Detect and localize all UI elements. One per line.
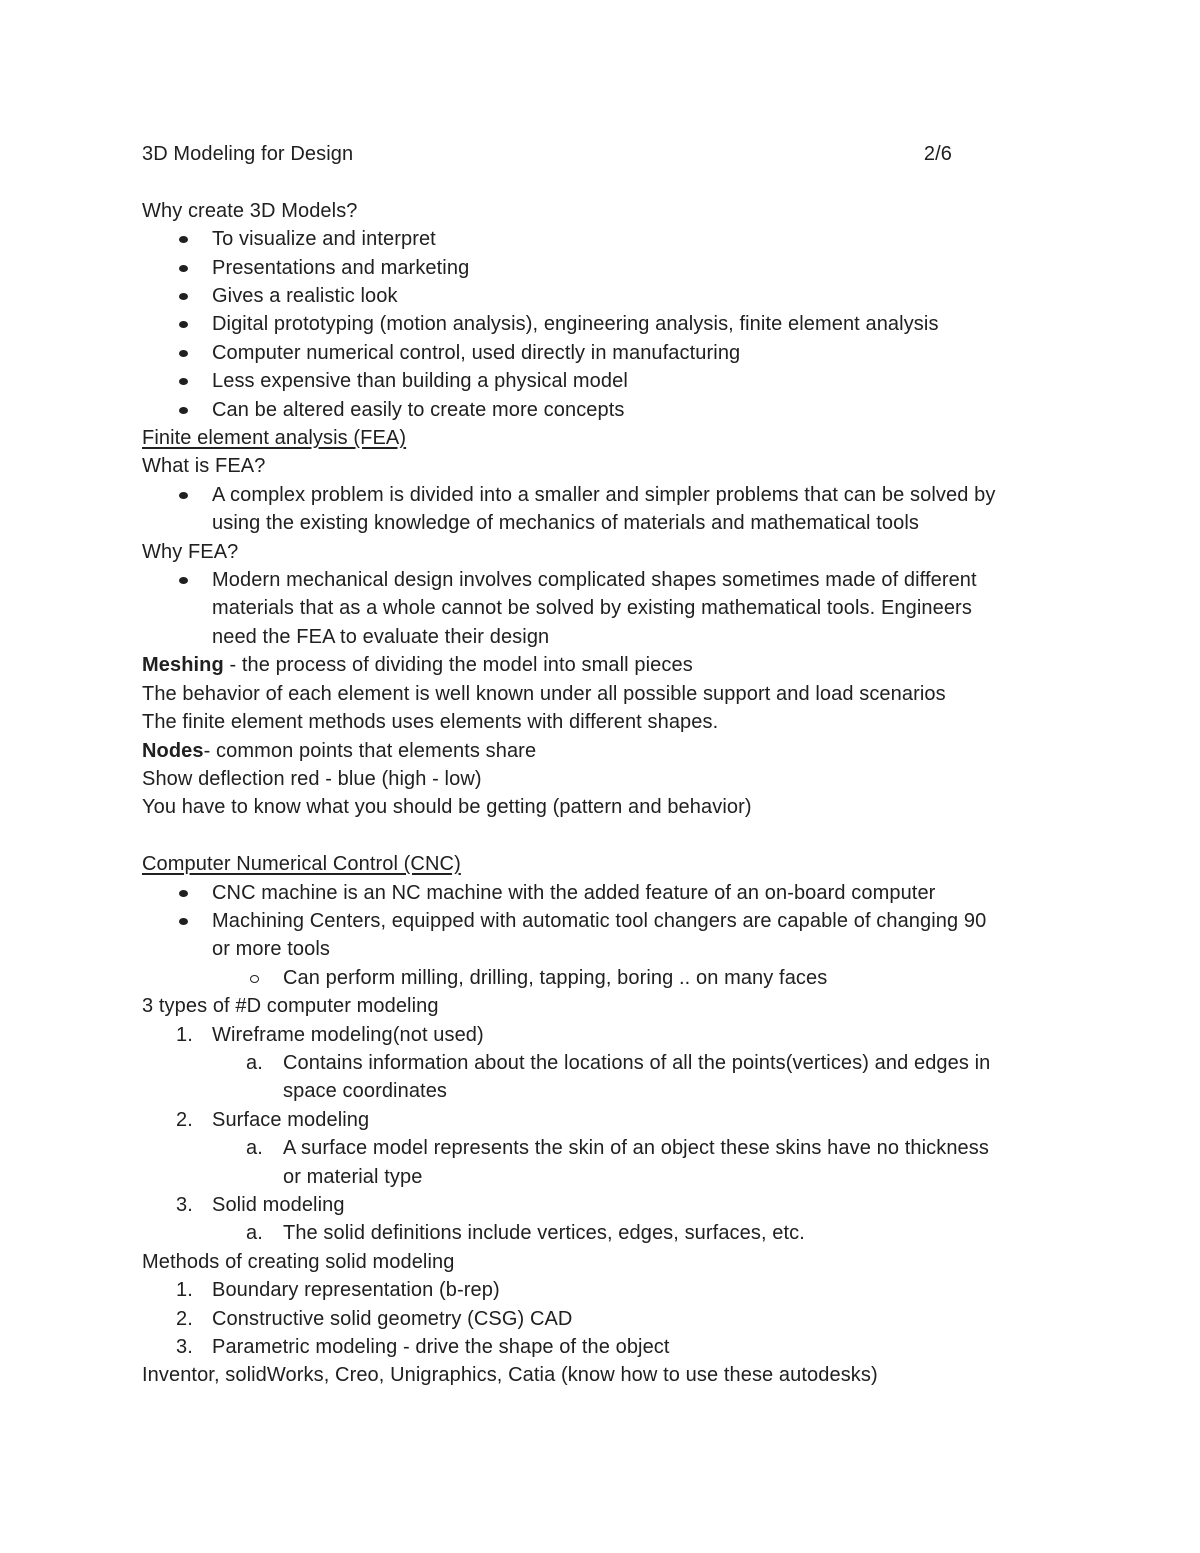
document-date: 2/6: [923, 143, 952, 165]
list-item: 2. Surface modeling: [176, 1108, 370, 1131]
document-title: 3D Modeling for Design: [142, 143, 354, 165]
sub-list-item: Can perform milling, drilling, tapping, boring .. on many faces: [142, 964, 1062, 992]
spacer: [142, 168, 1062, 196]
bullet-icon: [179, 407, 188, 414]
behavior-line: The behavior of each element is well known under all possible support and load scenarios: [142, 682, 946, 705]
bullet-icon: [179, 293, 188, 300]
bullet-icon: [179, 918, 188, 925]
fea-what-list: [142, 481, 1062, 538]
list-item: 2. Constructive solid geometry (CSG) CAD: [176, 1307, 573, 1330]
spacer: [142, 822, 1062, 850]
document-page: [142, 140, 1062, 1390]
list-item: 1. Wireframe modeling(not used): [176, 1023, 484, 1046]
why-models-list: [142, 225, 1062, 424]
bullet-icon: [179, 492, 188, 499]
fea-why-list: [142, 566, 1062, 651]
methods-heading: Methods of creating solid modeling: [142, 1250, 455, 1273]
fea-what-question: What is FEA?: [142, 455, 266, 478]
list-item: 3. Solid modeling: [176, 1194, 345, 1216]
list-item: Less expensive than building a physical model: [142, 367, 1062, 395]
hollow-bullet-icon: [250, 975, 259, 983]
nodes-term: Nodes: [142, 739, 204, 762]
bullet-icon: [179, 265, 188, 272]
list-item: Machining Centers, equipped with automatic tool changers are capable of changing 90 or more tools: [142, 907, 1062, 964]
list-item: Modern mechanical design involves complicated shapes sometimes made of different materials that as a whole cannot be solved by existing mathematical tools. Engineers need the FEA to evaluate their design: [142, 566, 1062, 651]
types-list: [142, 1021, 1062, 1248]
bullet-icon: [179, 890, 188, 897]
meshing-term: Meshing: [142, 654, 224, 677]
meshing-definition: Meshing - the process of dividing the model into small pieces: [142, 654, 693, 677]
cnc-list: [142, 879, 1062, 993]
sub-list-item: a. The solid definitions include vertices, edges, surfaces, etc.: [246, 1222, 805, 1245]
list-item: To visualize and interpret: [142, 225, 1062, 253]
list-item: Gives a realistic look: [142, 282, 1062, 310]
sub-list-item: a. Contains information about the locations of all the points(vertices) and edges in space coordinates: [246, 1051, 991, 1103]
fea-why-question: Why FEA?: [142, 540, 239, 563]
bullet-icon: [179, 577, 188, 584]
list-item: Computer numerical control, used directly in manufacturing: [142, 339, 1062, 367]
why-models-heading: Why create 3D Models?: [142, 199, 358, 222]
software-line: Inventor, solidWorks, Creo, Unigraphics, Catia (know how to use these autodesks): [142, 1364, 878, 1387]
list-item: Can be altered easily to create more concepts: [142, 396, 1062, 424]
list-item: 3. Parametric modeling - drive the shape of the object: [176, 1336, 670, 1359]
know-line: You have to know what you should be getting (pattern and behavior): [142, 796, 752, 819]
list-item: A complex problem is divided into a smaller and simpler problems that can be solved by using the existing knowledge of mechanics of materials and mathematical tools: [142, 481, 1062, 538]
sub-list-item: a. A surface model represents the skin of an object these skins have no thickness or material type: [246, 1137, 989, 1188]
cnc-heading: Computer Numerical Control (CNC): [142, 853, 461, 876]
methods-line: The finite element methods uses elements with different shapes.: [142, 711, 719, 734]
header: [142, 140, 952, 168]
list-item: Presentations and marketing: [142, 254, 1062, 282]
bullet-icon: [179, 321, 188, 328]
fea-heading: Finite element analysis (FEA): [142, 427, 407, 450]
nodes-definition: Nodes- common points that elements share: [142, 739, 537, 762]
bullet-icon: [179, 236, 188, 243]
deflection-line: Show deflection red - blue (high - low): [142, 767, 482, 790]
bullet-icon: [179, 378, 188, 385]
methods-list: [142, 1276, 1062, 1361]
types-heading: 3 types of #D computer modeling: [142, 995, 439, 1018]
bullet-icon: [179, 350, 188, 357]
list-item: Digital prototyping (motion analysis), engineering analysis, finite element analysis: [142, 310, 1062, 338]
list-item: CNC machine is an NC machine with the added feature of an on-board computer: [142, 879, 1062, 907]
list-item: 1. Boundary representation (b-rep): [176, 1279, 500, 1302]
